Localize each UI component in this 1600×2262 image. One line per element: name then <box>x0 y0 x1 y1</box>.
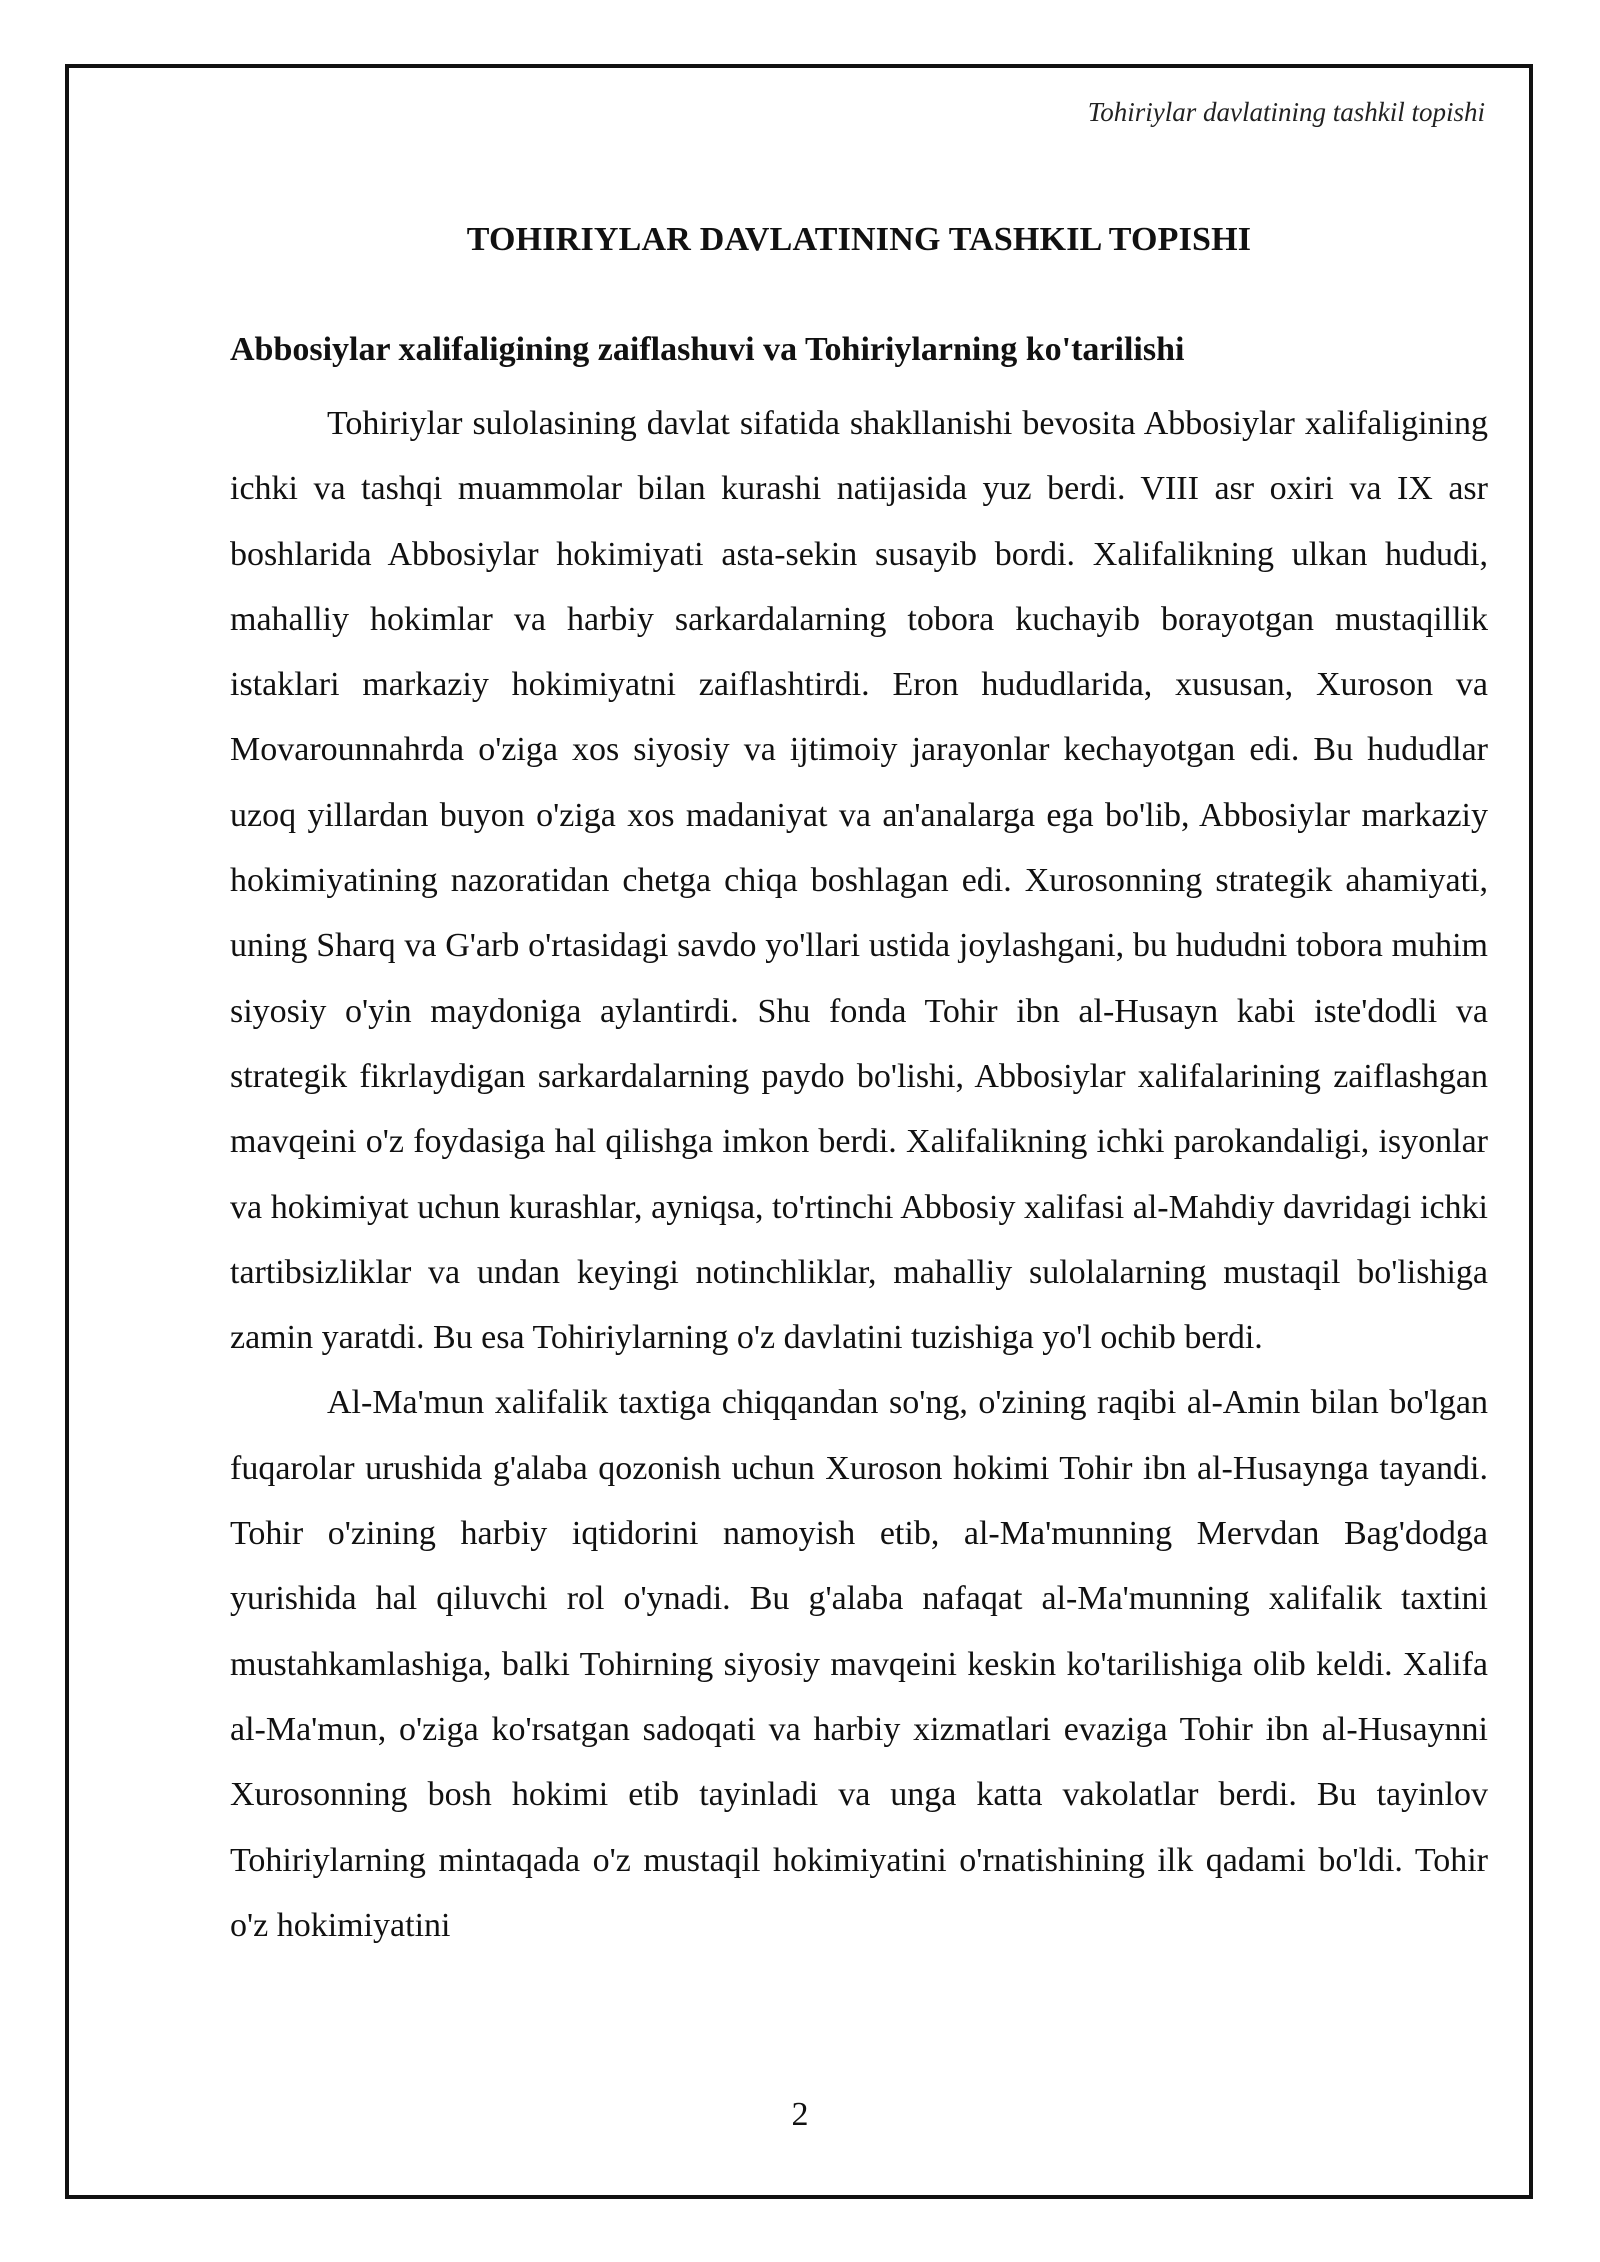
body-paragraph: Tohiriylar sulolasining davlat sifatida shakllanishi bevosita Abbosiylar xalifaligining ichki va tashqi muammolar bilan kurashi natijasida yuz berdi. VIII asr oxiri va IX asr boshlarida Abbosiylar hokimiyati asta-sekin susayib bordi. Xalifalikning ulkan hududi, mahalliy hokimlar va harbiy sarkardalarning tobora kuchayib borayotgan mustaqillik istaklari markaziy hokimiyatni zaiflashtirdi. Eron hududlarida, xususan, Xuroson va Movarounnahrda o'ziga xos siyosiy va ijtimoiy jarayonlar kechayotgan edi. Bu hududlar uzoq yillardan buyon o'ziga xos madaniyat va an'analarga ega bo'lib, Abbosiylar markaziy hokimiyatining nazoratidan chetga chiqa boshlagan edi. Xurosonning strategik ahamiyati, uning Sharq va G'arb o'rtasidagi savdo yo'llari ustida joylashgani, bu hududni tobora muhim siyosiy o'yin maydoniga aylantirdi. Shu fonda Tohir ibn al-Husayn kabi iste'dodli va strategik fikrlaydigan sarkardalarning paydo bo'lishi, Abbosiylar xalifalarining zaiflashgan mavqeini o'z foydasiga hal qilishga imkon berdi. Xalifalikning ichki parokandaligi, isyonlar va hokimiyat uchun kurashlar, ayniqsa, to'rtinchi Abbosiy xalifasi al-Mahdiy davridagi ichki tartibsizliklar va undan keyingi notinchliklar, mahalliy sulolalarning mustaqil bo'lishiga zamin yaratdi. Bu esa Tohiriylarning o'z davlatini tuzishiga yo'l ochib berdi. <box>230 405 1488 1357</box>
body-paragraph: Al-Ma'mun xalifalik taxtiga chiqqandan so'ng, o'zining raqibi al-Amin bilan bo'lgan fuqarolar urushida g'alaba qozonish uchun Xuroson hokimi Tohir ibn al-Husaynga tayandi. Tohir o'zining harbiy iqtidorini namoyish etib, al-Ma'munning Mervdan Bag'dodga yurishida hal qiluvchi rol o'ynadi. Bu g'alaba nafaqat al-Ma'munning xalifalik taxtini mustahkamlashiga, balki Tohirning siyosiy mavqeini keskin ko'tarilishiga olib keldi. Xalifa al-Ma'mun, o'ziga ko'rsatgan sadoqati va harbiy xizmatlari evaziga Tohir ibn al-Husaynni Xurosonning bosh hokimi etib tayinladi va unga katta vakolatlar berdi. Bu tayinlov Tohiriylarning mintaqada o'z mustaqil hokimiyatini o'rnatishining ilk qadami bo'ldi. Tohir o'z hokimiyatini <box>230 1384 1488 1944</box>
page-content <box>230 210 1488 1958</box>
document-title: TOHIRIYLAR DAVLATINING TASHKIL TOPISHI <box>466 221 1252 258</box>
page-number: 2 <box>791 2096 809 2133</box>
running-header: Tohiriylar davlatining tashkil topishi <box>1087 97 1485 127</box>
section-heading: Abbosiylar xalifaligining zaiflashuvi va Tohiriylarning ko'tarilishi <box>230 331 1185 368</box>
